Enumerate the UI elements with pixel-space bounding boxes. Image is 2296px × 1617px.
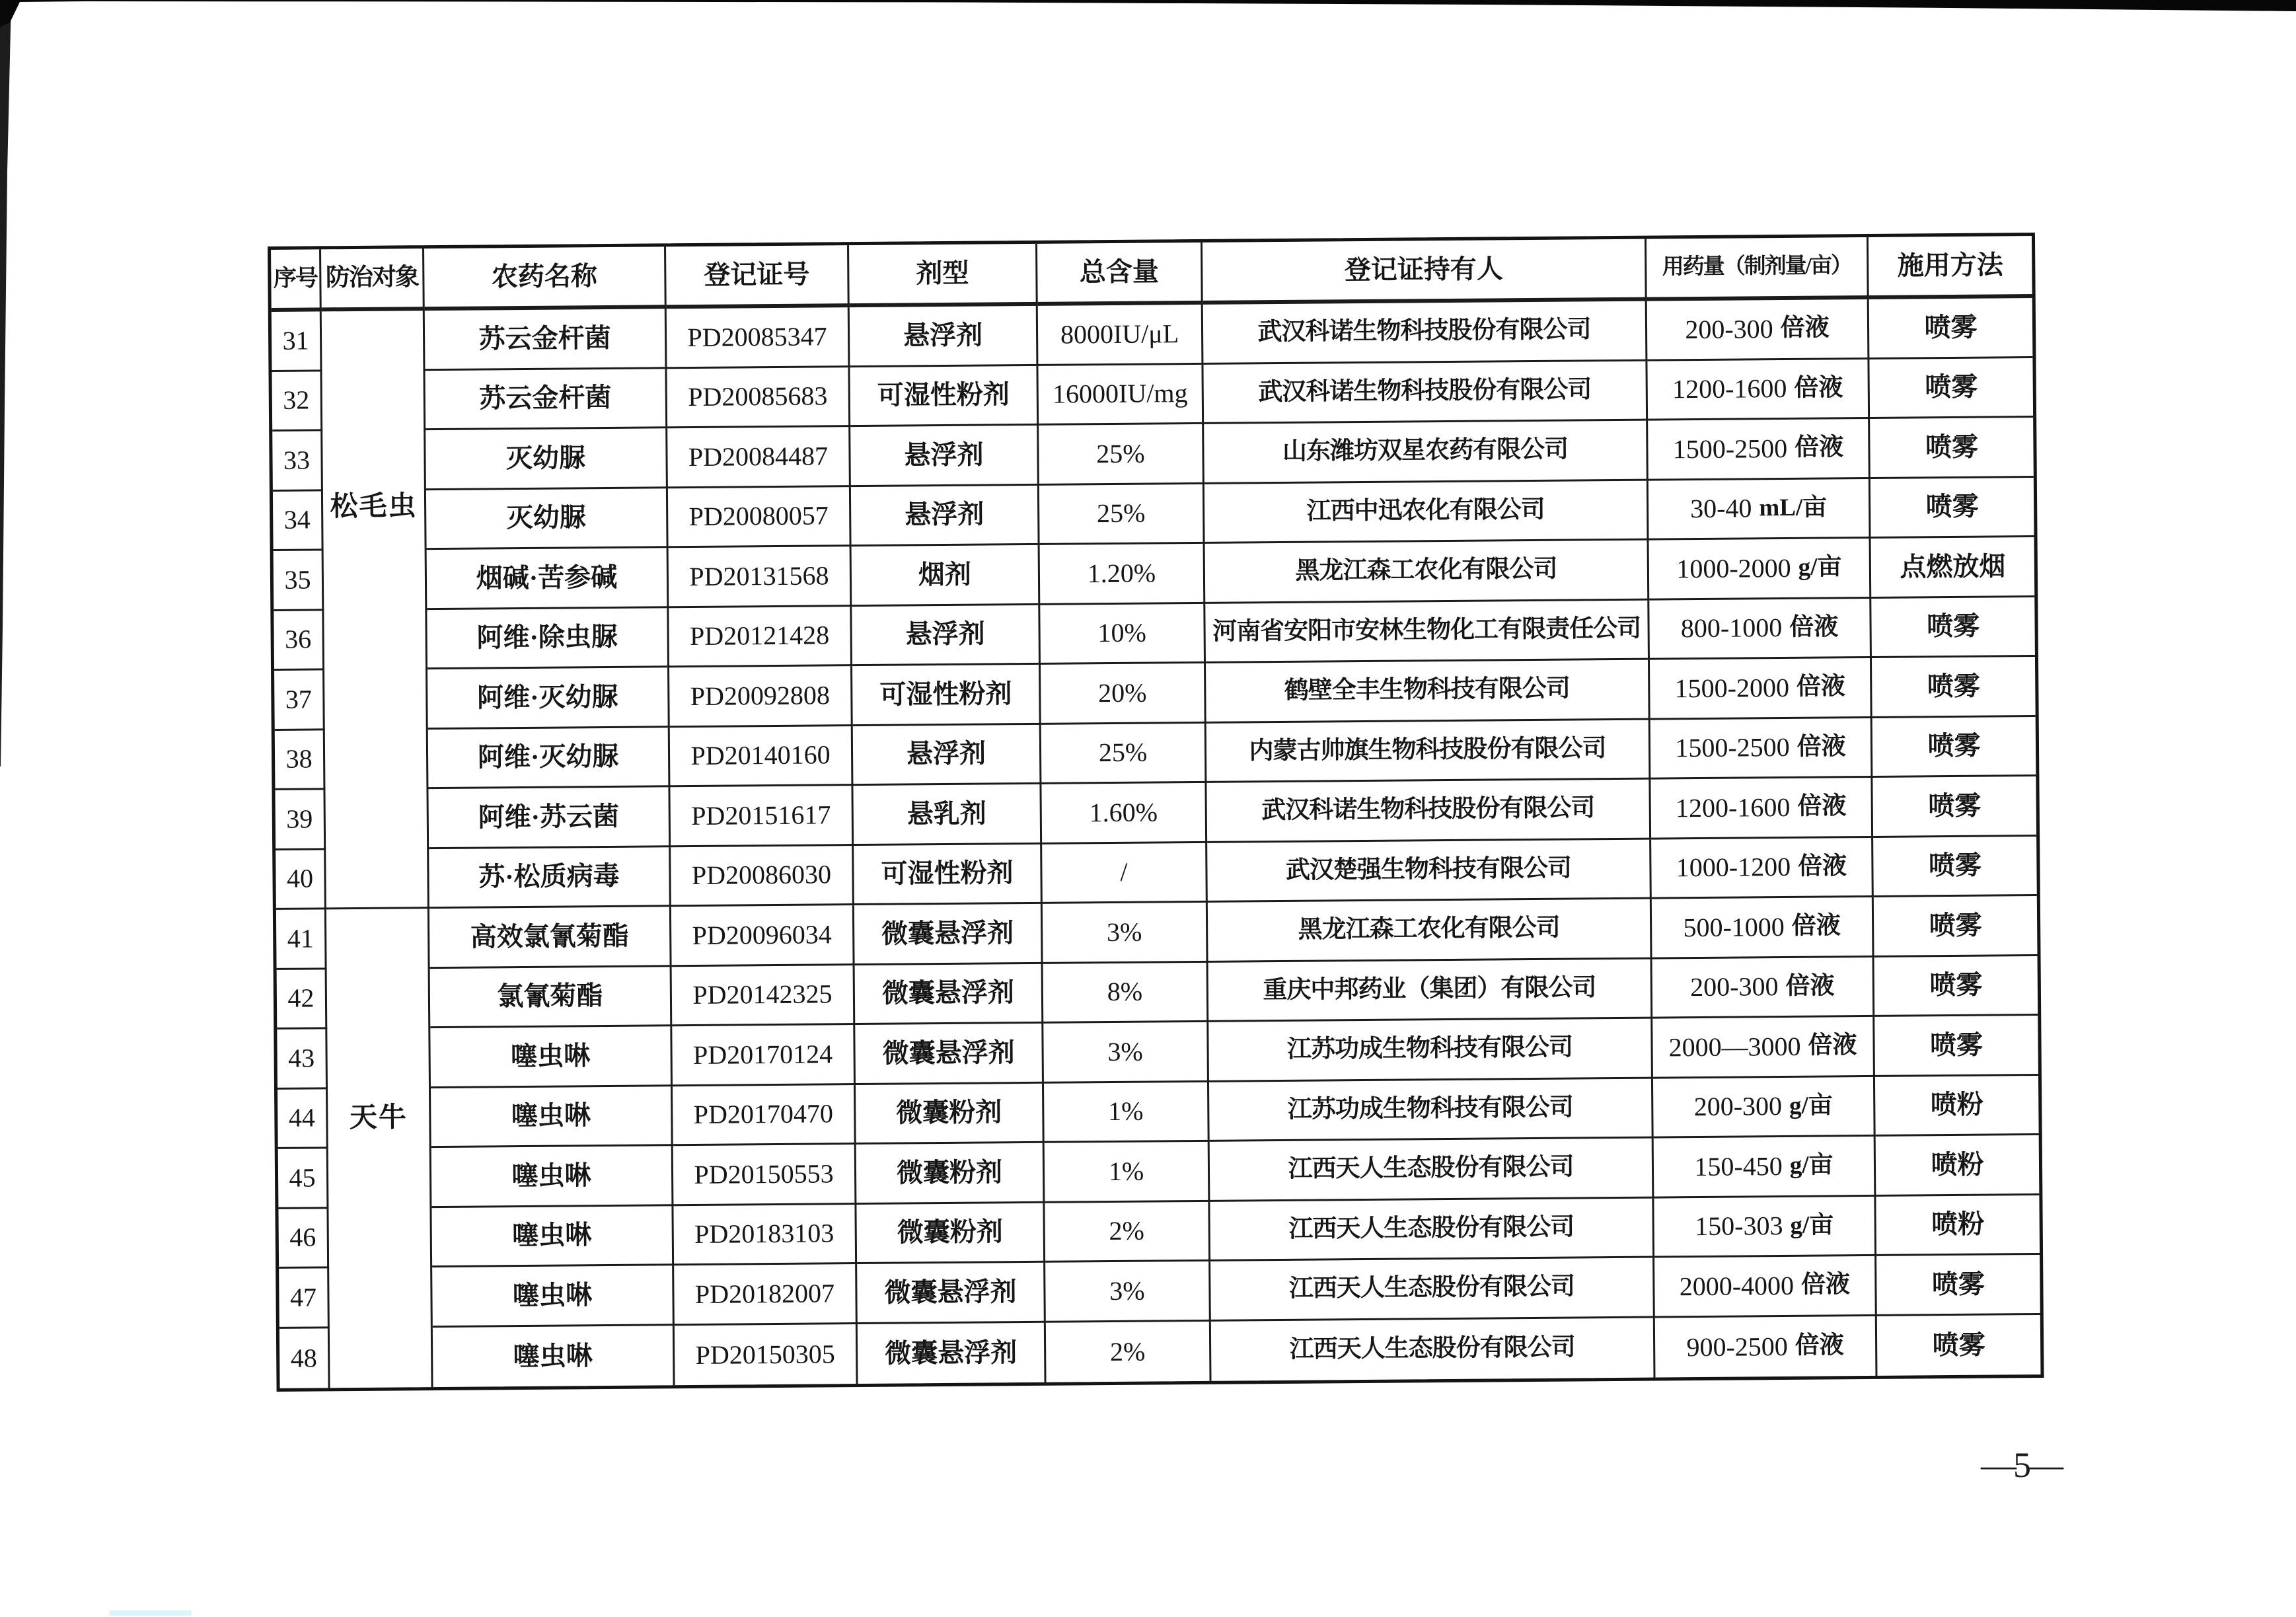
- pesticide-name-cell: 烟碱·苦参碱: [427, 548, 669, 609]
- row-number-cell: 31: [272, 311, 322, 371]
- scan-edge-top: [0, 0, 2296, 27]
- application-method-cell: 喷雾: [1870, 418, 2034, 478]
- dosage-amount: 1000-2000: [1676, 552, 1791, 584]
- pesticide-name-cell: 阿维·灭幼脲: [427, 667, 670, 729]
- row-number-cell: 43: [277, 1029, 328, 1089]
- registration-number-cell: PD20096034: [671, 905, 855, 967]
- dosage-unit: 倍液: [1785, 972, 1835, 1000]
- dosage-cell: [1651, 837, 1874, 899]
- scan-edge-left: [0, 0, 11, 767]
- dosage-cell: [1653, 1076, 1876, 1138]
- dosage-unit: 倍液: [1797, 792, 1847, 821]
- formulation-cell: 悬浮剂: [853, 724, 1042, 786]
- registration-number-cell: PD20170470: [673, 1085, 856, 1147]
- application-method-cell: 喷雾: [1873, 837, 2037, 897]
- formulation-cell: 可湿性粉剂: [852, 665, 1041, 726]
- dosage-unit: g/亩: [1789, 1092, 1833, 1119]
- formulation-cell: 可湿性粉剂: [850, 365, 1039, 427]
- pesticide-name-cell: 噻虫啉: [433, 1326, 675, 1387]
- row-number-cell: 34: [273, 491, 324, 551]
- row-number-cell: 40: [276, 850, 326, 910]
- dosage-unit: g/亩: [1790, 1211, 1834, 1239]
- header-certificate-holder: 登记证持有人: [1203, 239, 1647, 305]
- application-method-cell: 喷粉: [1876, 1195, 2040, 1256]
- formulation-cell: 悬浮剂: [850, 426, 1039, 487]
- control-target-cell: 松毛虫: [322, 311, 429, 909]
- row-number-cell: 36: [274, 611, 324, 671]
- dosage-unit: 倍液: [1789, 613, 1839, 641]
- dosage-amount: 150-450: [1694, 1150, 1783, 1182]
- row-number-cell: 35: [274, 550, 324, 611]
- application-method-cell: 喷雾: [1870, 478, 2034, 539]
- application-method-cell: 喷雾: [1876, 1255, 2040, 1316]
- dosage-amount: 1500-2500: [1675, 732, 1790, 763]
- dosage-amount: 200-300: [1693, 1091, 1783, 1122]
- header-pesticide-name: 农药名称: [424, 246, 667, 311]
- total-content-cell: 1.20%: [1040, 544, 1206, 605]
- certificate-holder-cell: 江西天人生态股份有限公司: [1210, 1198, 1654, 1261]
- total-content-cell: 10%: [1040, 603, 1206, 664]
- registration-number-cell: PD20150553: [673, 1145, 857, 1206]
- pesticide-name-cell: 噻虫啉: [431, 1086, 673, 1148]
- header-formulation: 剂型: [849, 244, 1038, 307]
- certificate-holder-cell: 山东潍坊双星农药有限公司: [1204, 421, 1648, 484]
- certificate-holder-cell: 武汉楚强生物科技有限公司: [1207, 839, 1652, 903]
- row-number-cell: 42: [277, 969, 328, 1030]
- application-method-cell: 喷雾: [1874, 1016, 2038, 1076]
- formulation-cell: 悬乳剂: [853, 784, 1042, 846]
- registration-number-cell: PD20086030: [671, 846, 854, 907]
- formulation-cell: 微囊悬浮剂: [855, 963, 1044, 1025]
- dosage-amount: 2000-4000: [1679, 1270, 1795, 1302]
- registration-number-cell: PD20142325: [672, 965, 856, 1027]
- certificate-holder-cell: 江西天人生态股份有限公司: [1210, 1258, 1655, 1322]
- total-content-cell: 1%: [1045, 1142, 1210, 1203]
- formulation-cell: 烟剂: [852, 545, 1041, 607]
- dosage-unit: g/亩: [1789, 1151, 1833, 1180]
- registration-number-cell: PD20151617: [670, 786, 854, 847]
- certificate-holder-cell: 江西中迅农化有限公司: [1204, 480, 1649, 544]
- certificate-holder-cell: 黑龙江森工农化有限公司: [1208, 899, 1652, 963]
- pesticide-name-cell: 噻虫啉: [430, 1026, 673, 1088]
- dosage-unit: 倍液: [1796, 673, 1846, 701]
- dosage-unit: 倍液: [1808, 1032, 1857, 1060]
- formulation-cell: 悬浮剂: [851, 485, 1040, 546]
- dosage-cell: [1649, 598, 1872, 659]
- registration-number-cell: PD20131568: [669, 546, 852, 608]
- registration-number-cell: PD20085683: [667, 367, 850, 429]
- pesticide-name-cell: 噻虫啉: [431, 1146, 674, 1207]
- dosage-unit: g/亩: [1798, 553, 1842, 582]
- formulation-cell: 悬浮剂: [850, 306, 1039, 367]
- pesticide-name-cell: 高效氯氰菊酯: [429, 907, 672, 968]
- dosage-amount: 150-303: [1694, 1211, 1783, 1242]
- row-number-cell: 38: [275, 730, 326, 790]
- total-content-cell: 3%: [1043, 1022, 1209, 1083]
- formulation-cell: 微囊悬浮剂: [854, 904, 1043, 965]
- total-content-cell: 8000IU/μL: [1038, 305, 1204, 365]
- application-method-cell: 喷雾: [1872, 717, 2036, 778]
- row-number-cell: 39: [275, 790, 326, 850]
- dosage-cell: [1648, 419, 1870, 480]
- total-content-cell: 25%: [1039, 484, 1205, 545]
- row-number-cell: 41: [276, 909, 327, 969]
- formulation-cell: 微囊粉剂: [856, 1143, 1045, 1205]
- dosage-cell: [1647, 359, 1870, 420]
- registration-number-cell: PD20140160: [670, 726, 854, 788]
- registration-number-cell: PD20150305: [675, 1324, 858, 1386]
- dosage-amount: 1000-1200: [1676, 852, 1791, 883]
- registration-number-cell: PD20084487: [667, 427, 851, 488]
- dosage-amount: 1500-2500: [1672, 433, 1788, 465]
- certificate-holder-cell: 江苏功成生物科技有限公司: [1208, 1019, 1653, 1082]
- formulation-cell: 微囊悬浮剂: [858, 1322, 1047, 1384]
- certificate-holder-cell: 内蒙古帅旗生物科技股份有限公司: [1206, 720, 1651, 783]
- dosage-cell: [1650, 658, 1872, 720]
- dosage-unit: 倍液: [1780, 314, 1830, 342]
- row-number-cell: 46: [278, 1209, 329, 1269]
- pesticide-name-cell: 灭幼脲: [426, 428, 668, 490]
- pesticide-name-cell: 噻虫啉: [432, 1265, 675, 1327]
- header-no: 序号: [271, 249, 322, 312]
- pesticide-name-cell: 苏云金杆菌: [425, 369, 667, 430]
- formulation-cell: 悬浮剂: [852, 605, 1041, 666]
- registration-number-cell: PD20085347: [667, 307, 850, 369]
- pesticide-name-cell: 灭幼脲: [426, 488, 669, 550]
- header-control-target: 防治对象: [321, 248, 425, 311]
- dosage-amount: 500-1000: [1683, 911, 1785, 942]
- row-number-cell: 33: [272, 431, 323, 491]
- application-method-cell: 喷雾: [1869, 358, 2033, 419]
- row-number-cell: 48: [279, 1328, 330, 1388]
- certificate-holder-cell: 重庆中邦药业（集团）有限公司: [1208, 959, 1653, 1022]
- registration-number-cell: PD20080057: [668, 487, 852, 548]
- total-content-cell: 1.60%: [1041, 783, 1207, 844]
- certificate-holder-cell: 武汉科诺生物科技股份有限公司: [1203, 361, 1648, 424]
- total-content-cell: /: [1042, 843, 1208, 903]
- registration-number-cell: PD20092808: [669, 666, 853, 728]
- dosage-amount: 1200-1600: [1672, 373, 1787, 404]
- certificate-holder-cell: 江西天人生态股份有限公司: [1211, 1318, 1656, 1381]
- application-method-cell: 喷雾: [1932, 1330, 1985, 1361]
- row-number-cell: 45: [278, 1148, 329, 1209]
- dosage-cell: [1650, 718, 1873, 779]
- certificate-holder-cell: 河南省安阳市安林生物化工有限责任公司: [1205, 600, 1650, 663]
- registration-number-cell: PD20182007: [674, 1264, 858, 1326]
- pesticide-name-cell: 苏云金杆菌: [425, 309, 667, 370]
- certificate-holder-cell: 武汉科诺生物科技股份有限公司: [1206, 780, 1651, 843]
- dosage-amount: 900-2500: [1686, 1331, 1788, 1362]
- pesticide-name-cell: 阿维·除虫脲: [427, 608, 669, 669]
- application-method-cell: 喷雾: [1874, 956, 2038, 1016]
- dosage-amount: 1200-1600: [1675, 792, 1791, 823]
- dosage-unit: 倍液: [1795, 1332, 1844, 1360]
- total-content-cell: 25%: [1041, 723, 1207, 784]
- total-content-cell: 25%: [1039, 424, 1204, 485]
- registration-number-cell: PD20170124: [672, 1025, 856, 1086]
- pesticide-name-cell: 噻虫啉: [431, 1206, 674, 1267]
- application-method-cell: 喷雾: [1872, 776, 2036, 837]
- dosage-cell: [1652, 897, 1874, 959]
- certificate-holder-cell: 江苏功成生物科技有限公司: [1209, 1078, 1654, 1142]
- dosage-unit: 倍液: [1794, 374, 1843, 402]
- application-method-cell: 喷雾: [1872, 657, 2036, 718]
- application-method-cell: 喷雾: [1874, 896, 2038, 957]
- formulation-cell: 微囊粉剂: [856, 1083, 1045, 1145]
- dosage-cell: [1652, 1017, 1875, 1078]
- total-content-cell: 3%: [1045, 1261, 1211, 1322]
- dosage-unit: 倍液: [1797, 852, 1847, 880]
- total-content-cell: 3%: [1043, 903, 1208, 963]
- certificate-holder-cell: 武汉科诺生物科技股份有限公司: [1203, 301, 1648, 365]
- scan-smudge: [109, 1610, 192, 1616]
- dosage-cell: [1647, 299, 1870, 361]
- application-method-cell: 喷粉: [1875, 1075, 2039, 1136]
- certificate-holder-cell: 鹤壁全丰生物科技有限公司: [1206, 660, 1650, 724]
- header-dosage: 用药量（制剂量/亩）: [1647, 237, 1869, 301]
- dosage-cell: [1654, 1137, 1876, 1198]
- total-content-cell: 1%: [1044, 1082, 1210, 1143]
- pesticide-registry-table: [268, 233, 2044, 1392]
- dosage-cell: [1655, 1316, 1878, 1377]
- dosage-amount: 200-300: [1690, 971, 1779, 1002]
- formulation-cell: 微囊悬浮剂: [857, 1263, 1046, 1324]
- dosage-cell: [1654, 1196, 1876, 1258]
- pesticide-name-cell: 阿维·灭幼脲: [428, 728, 671, 789]
- dosage-cell: [1654, 1256, 1877, 1318]
- dosage-unit: 倍液: [1791, 912, 1841, 940]
- dosage-unit: 倍液: [1794, 433, 1844, 462]
- dosage-cell: [1650, 778, 1873, 839]
- pesticide-name-cell: 苏·松质病毒: [429, 847, 671, 909]
- dosage-cell: [1648, 478, 1871, 540]
- certificate-holder-cell: 黑龙江森工农化有限公司: [1205, 541, 1650, 604]
- dosage-cell: [1652, 957, 1875, 1018]
- header-total-content: 总含量: [1037, 243, 1203, 306]
- dosage-cell: [1649, 539, 1872, 600]
- header-registration-number: 登记证号: [666, 245, 850, 309]
- application-method-cell: 喷雾: [1869, 298, 2033, 359]
- dosage-unit: 倍液: [1800, 1271, 1851, 1299]
- pesticide-name-cell: 阿维·苏云菌: [428, 787, 671, 848]
- formulation-cell: 微囊粉剂: [856, 1203, 1045, 1264]
- total-content-cell: 16000IU/mg: [1038, 364, 1204, 425]
- total-content-cell: 2%: [1045, 1201, 1210, 1262]
- pesticide-name-cell: 氯氰菊酯: [430, 967, 673, 1028]
- row-number-cell: 47: [279, 1268, 330, 1328]
- registration-number-cell: PD20183103: [673, 1205, 857, 1266]
- dosage-amount: 200-300: [1685, 313, 1773, 344]
- total-content-cell: 2%: [1046, 1321, 1212, 1382]
- formulation-cell: 微囊悬浮剂: [855, 1024, 1044, 1085]
- page-number: —5—: [1981, 1445, 2060, 1485]
- total-content-cell: 8%: [1043, 962, 1209, 1023]
- header-application-method: 施用方法: [1869, 236, 2032, 299]
- total-content-cell: 20%: [1041, 663, 1206, 724]
- registration-number-cell: PD20121428: [669, 607, 852, 668]
- dosage-amount: 2000—3000: [1668, 1031, 1801, 1063]
- dosage-unit: mL/亩: [1759, 494, 1828, 522]
- dosage-unit: 倍液: [1796, 733, 1846, 761]
- row-number-cell: 44: [278, 1089, 328, 1149]
- certificate-holder-cell: 江西天人生态股份有限公司: [1210, 1139, 1654, 1202]
- application-method-cell: 点燃放烟: [1871, 537, 2035, 598]
- dosage-amount: 30-40: [1689, 493, 1752, 524]
- row-number-cell: 32: [272, 371, 322, 432]
- dosage-amount: 800-1000: [1680, 613, 1783, 644]
- control-target-cell: 天牛: [326, 909, 433, 1388]
- row-number-cell: 37: [274, 670, 325, 730]
- application-method-cell: 喷雾: [1871, 597, 2035, 658]
- formulation-cell: 可湿性粉剂: [854, 844, 1043, 905]
- dosage-amount: 1500-2000: [1674, 672, 1790, 704]
- application-method-cell: 喷粉: [1876, 1135, 2040, 1196]
